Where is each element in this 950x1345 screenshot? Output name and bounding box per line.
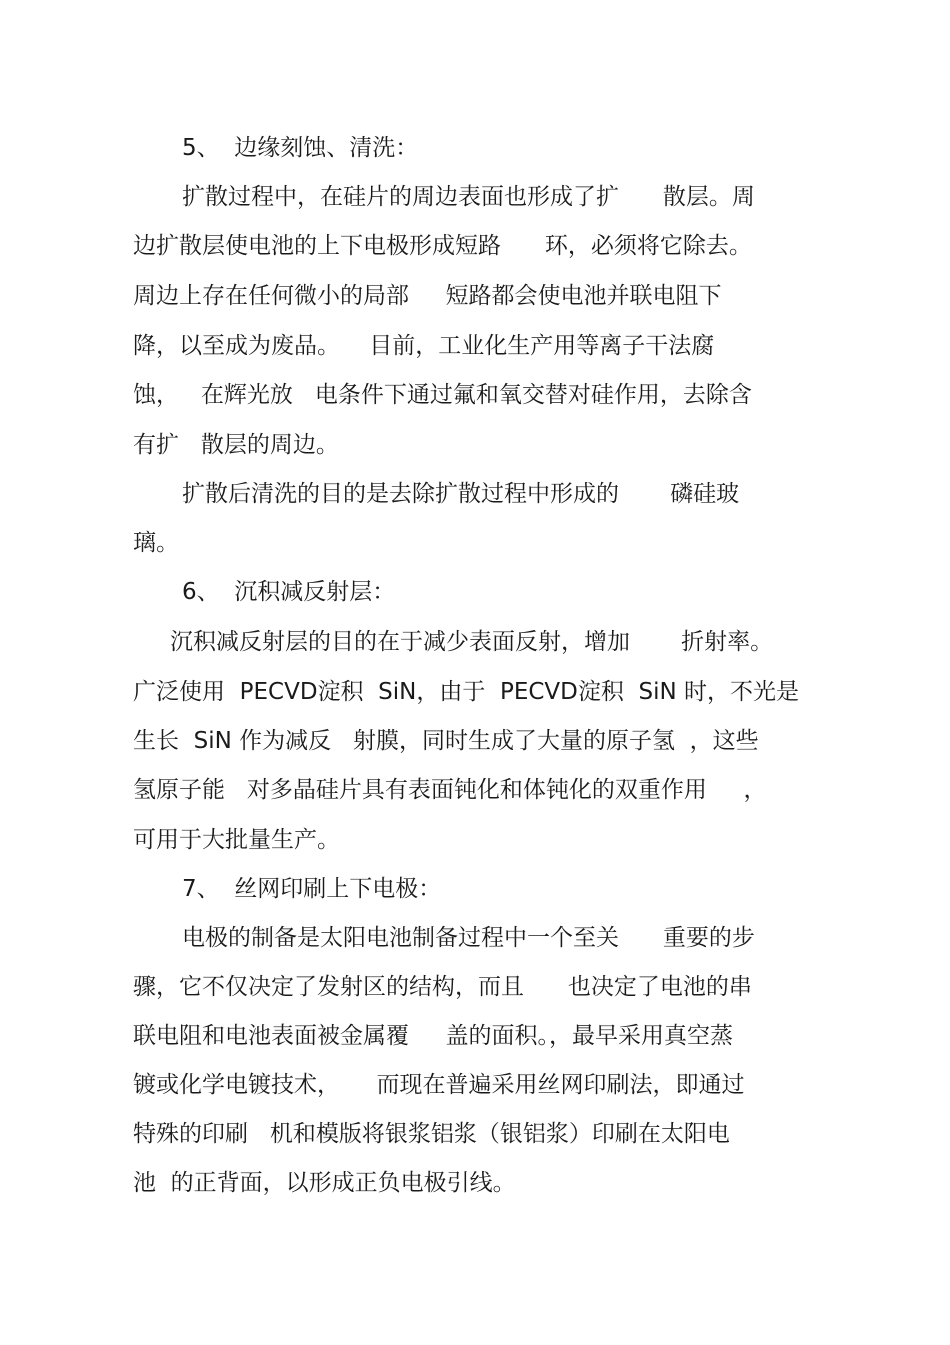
text-line: 池 的正背面，以形成正负电极引线。 [133,1170,516,1196]
section-heading-6: 6、 沉积减反射层： [182,579,396,605]
text-line: 扩散后清洗的目的是去除扩散过程中形成的 磷硅玻 [182,481,740,507]
text-line: 镀或化学电镀技术， 而现在普遍采用丝网印刷法，即通过 [133,1072,745,1098]
text-line: 联电阻和电池表面被金属覆 盖的面积。，最早采用真空蒸 [133,1023,734,1049]
text-line: 降，以至成为废品。 目前，工业化生产用等离子干法腐 [133,333,715,359]
section-heading-5: 5、 边缘刻蚀、清洗： [182,135,419,161]
text-line: 电极的制备是太阳电池制备过程中一个至关 重要的步 [182,925,755,951]
text-line: 周边上存在任何微小的局部 短路都会使电池并联电阻下 [133,283,722,309]
text-line: 氢原子能 对多晶硅片具有表面钝化和体钝化的双重作用 ， [133,777,767,803]
text-line: 骤，它不仅决定了发射区的结构，而且 也决定了电池的串 [133,974,752,1000]
text-line: 特殊的印刷 机和模版将银浆铝浆（银铝浆）印刷在太阳电 [133,1121,730,1147]
text-line: 边扩散层使电池的上下电极形成短路 环，必须将它除去。 [133,233,752,259]
text-line: 广泛使用 PECVD淀积 SiN，由于 PECVD淀积 SiN 时，不光是 [133,679,800,705]
text-line: 生长 SiN 作为减反 射膜，同时生成了大量的原子氢 ，这些 [133,728,759,754]
text-line: 有扩 散层的周边。 [133,432,339,458]
section-heading-7: 7、 丝网印刷上下电极： [182,876,442,902]
text-line: 可用于大批量生产。 [133,827,340,853]
text-line: 扩散过程中，在硅片的周边表面也形成了扩 散层。周 [182,184,755,210]
text-line: 璃。 [133,530,179,556]
text-line: 蚀， 在辉光放 电条件下通过氟和氧交替对硅作用，去除含 [133,382,752,408]
text-line: 沉积减反射层的目的在于减少表面反射，增加 折射率。 [170,629,774,655]
